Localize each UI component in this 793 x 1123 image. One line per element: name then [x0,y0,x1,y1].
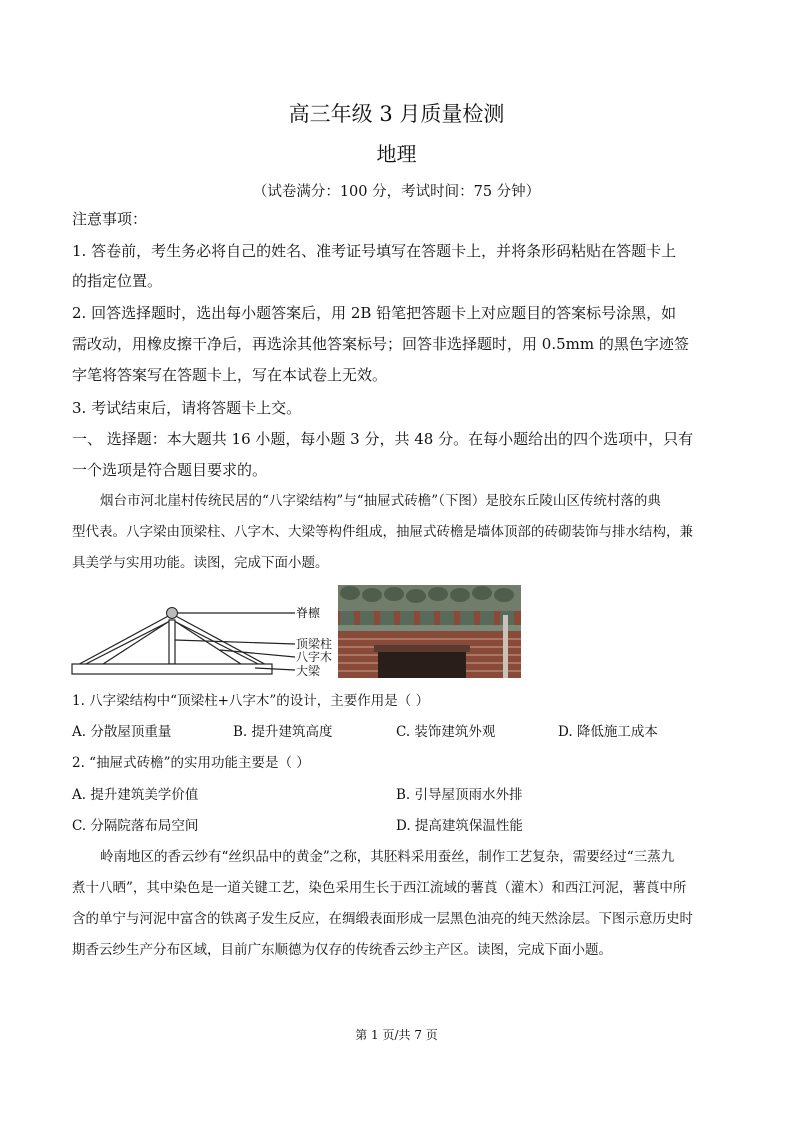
passage-1-line-1: 烟台市河北崖村传统民居的“八字梁结构”与“抽屉式砖檐”（下图）是胶东丘陵山区传统村落的典 [100,493,661,509]
label-king-post: 顶梁柱 [296,637,333,651]
question-1-option-c[interactable]: C. 装饰建筑外观 [396,724,496,740]
roof-truss-diagram [70,598,335,680]
exam-title: 高三年级 3 月质量检测 [288,102,505,126]
section-1-line-2: 一个选项是符合题目要求的。 [72,461,268,479]
passage-2-line-2: 煮十八晒”，其中染色是一道关键工艺，染色采用生长于西江流域的薯莨（灌木）和西江河泥，薯莨中所 [72,880,687,896]
question-2-option-d[interactable]: D. 提高建筑保温性能 [396,818,523,834]
question-1-option-b[interactable]: B. 提升建筑高度 [233,724,333,740]
passage-2-line-4: 期香云纱生产分布区域，目前广东顺德为仅存的传统香云纱主产区。读图，完成下面小题。 [72,942,612,958]
exam-info: （试卷满分：100 分，考试时间：75 分钟） [252,184,541,200]
passage-2-line-3: 含的单宁与河泥中富含的铁离子发生反应，在绸缎表面形成一层黑色油亮的纯天然涂层。下图示意历史时 [72,911,693,927]
brick-eave-photo [338,585,521,678]
note-2-line-1: 2. 回答选择题时，选出每小题答案后，用 2B 铅笔把答题卡上对应题目的答案标号涂黑，如 [72,304,677,322]
label-main-beam: 大梁 [296,664,321,678]
ridge-purlin-circle [167,608,178,619]
notes-heading: 注意事项： [72,210,148,228]
question-2-stem: 2. “抽屉式砖檐”的实用功能主要是（ ） [72,755,310,771]
question-1-option-a[interactable]: A. 分散屋顶重量 [72,724,172,740]
question-2-option-b[interactable]: B. 引导屋顶雨水外排 [396,787,523,803]
passage-1-line-3: 具美学与实用功能。读图，完成下面小题。 [72,555,329,571]
note-3: 3. 考试结束后，请将答题卡上交。 [72,399,302,417]
subject-title: 地理 [376,142,417,166]
note-1-line-2: 的指定位置。 [72,272,163,290]
note-2-line-3: 字笔将答案写在答题卡上，写在本试卷上无效。 [72,366,388,384]
note-1-line-1: 1. 答卷前，考生务必将自己的姓名、准考证号填写在答题卡上，并将条形码粘贴在答题卡上 [72,242,677,260]
note-2-line-2: 需改动，用橡皮擦干净后，再选涂其他答案标号；回答非选择题时，用 0.5mm 的黑色字迹签 [72,335,689,353]
passage-2-line-1: 岭南地区的香云纱有“丝织品中的黄金”之称，其胚料采用蚕丝，制作工艺复杂，需要经过“三蒸九 [100,849,675,865]
question-1-option-d[interactable]: D. 降低施工成本 [558,724,658,740]
question-1-stem: 1. 八字梁结构中“顶梁柱+八字木”的设计，主要作用是（ ） [72,693,430,709]
question-2-option-a[interactable]: A. 提升建筑美学价值 [72,787,199,803]
page-number: 第 1 页/共 7 页 [355,1028,438,1042]
passage-1-line-2: 型代表。八字梁由顶梁柱、八字木、大梁等构件组成，抽屉式砖檐是墙体顶部的砖砌装饰与排水结构，兼 [72,524,693,540]
label-strut: 八字木 [296,650,333,664]
question-2-option-c[interactable]: C. 分隔院落布局空间 [72,818,199,834]
label-ridge-purlin: 脊檩 [296,606,321,620]
section-1-line-1: 一、 选择题：本大题共 16 小题，每小题 3 分，共 48 分。在每小题给出的四个选项中，只有 [72,430,694,448]
